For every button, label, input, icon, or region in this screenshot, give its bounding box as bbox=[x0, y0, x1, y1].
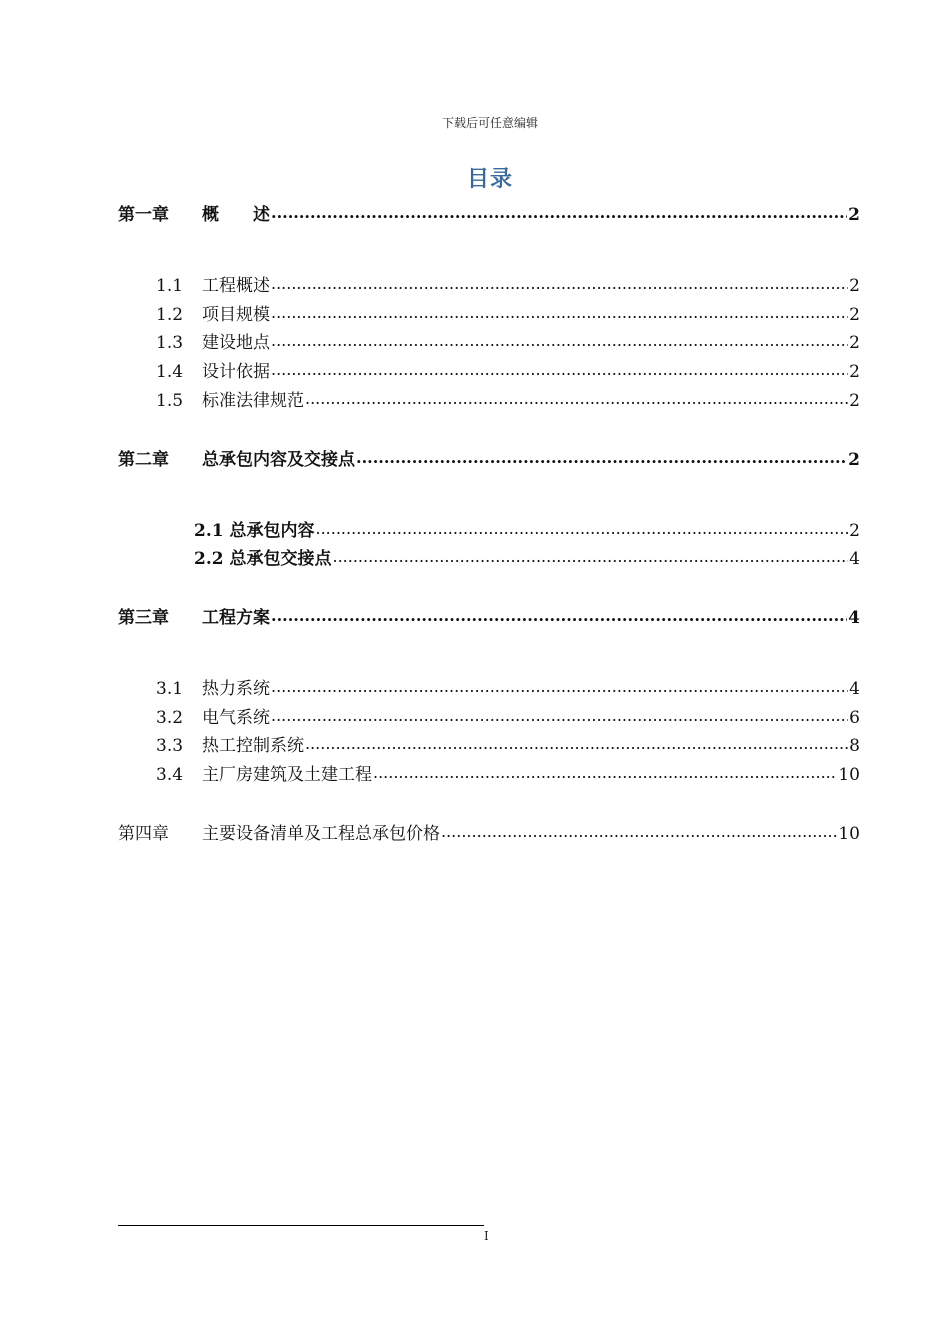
dot-leader bbox=[271, 274, 848, 294]
toc-section-title: 2.1 总承包内容 bbox=[194, 521, 315, 541]
toc-chapter-number: 第二章 bbox=[118, 450, 169, 470]
toc-chapter-title: 总承包内容及交接点 bbox=[202, 450, 355, 470]
toc-section-number: 1.2 bbox=[156, 305, 184, 325]
toc-section-title: 电气系统 bbox=[202, 708, 270, 728]
dot-leader bbox=[333, 547, 849, 567]
dot-leader bbox=[356, 448, 847, 468]
toc-section-title: 标准法律规范 bbox=[202, 391, 304, 411]
toc-page-number: 6 bbox=[849, 708, 860, 728]
toc-page-number: 10 bbox=[838, 824, 860, 844]
dot-leader bbox=[271, 606, 847, 626]
toc-section-title: 建设地点 bbox=[202, 333, 270, 353]
toc-section-title: 热工控制系统 bbox=[202, 736, 304, 756]
toc-section-1-1[interactable] bbox=[118, 271, 860, 295]
toc-section-number: 3.4 bbox=[156, 765, 184, 785]
toc-page-number: 2 bbox=[849, 305, 860, 325]
toc-section-2-1[interactable] bbox=[118, 516, 860, 540]
toc-page-number: 2 bbox=[849, 362, 860, 382]
toc-section-title: 2.2 总承包交接点 bbox=[194, 549, 332, 569]
toc-section-2-2[interactable] bbox=[118, 544, 860, 568]
toc-page-number: 2 bbox=[848, 450, 860, 470]
toc-section-number: 1.3 bbox=[156, 333, 184, 353]
toc-section-1-2[interactable] bbox=[118, 300, 860, 324]
toc-section-number: 3.3 bbox=[156, 736, 184, 756]
toc-section-title: 工程概述 bbox=[202, 276, 270, 296]
toc-page-number: 2 bbox=[849, 333, 860, 353]
toc-section-1-4[interactable] bbox=[118, 357, 860, 381]
toc-chapter-2[interactable] bbox=[118, 445, 860, 469]
toc-chapter-title: 概 述 bbox=[202, 205, 270, 225]
dot-leader bbox=[271, 706, 848, 726]
toc-page-number: 2 bbox=[848, 205, 860, 225]
toc-chapter-title: 主要设备清单及工程总承包价格 bbox=[202, 824, 440, 844]
header-note: 下载后可任意编辑 bbox=[441, 116, 538, 130]
toc-section-number: 1.1 bbox=[156, 276, 184, 296]
toc-title: 目录 bbox=[466, 166, 513, 192]
toc-section-3-3[interactable] bbox=[118, 731, 860, 755]
dot-leader bbox=[271, 677, 848, 697]
toc-page-number: 2 bbox=[849, 391, 860, 411]
toc-chapter-number: 第一章 bbox=[118, 205, 169, 225]
footer-page-number: I bbox=[484, 1229, 489, 1243]
dot-leader bbox=[316, 519, 849, 539]
toc-page-number: 4 bbox=[849, 679, 860, 699]
toc-section-number: 3.1 bbox=[156, 679, 184, 699]
dot-leader bbox=[305, 389, 848, 409]
toc-section-3-1[interactable] bbox=[118, 674, 860, 698]
toc-section-1-3[interactable] bbox=[118, 328, 860, 352]
toc-section-number: 3.2 bbox=[156, 708, 184, 728]
toc-chapter-4[interactable] bbox=[118, 819, 860, 843]
dot-leader bbox=[271, 360, 848, 380]
toc-section-3-2[interactable] bbox=[118, 703, 860, 727]
dot-leader bbox=[271, 303, 848, 323]
toc-section-title: 主厂房建筑及土建工程 bbox=[202, 765, 372, 785]
toc-section-number: 1.5 bbox=[156, 391, 184, 411]
toc-page-number: 2 bbox=[849, 521, 860, 541]
dot-leader bbox=[373, 763, 837, 783]
toc-section-1-5[interactable] bbox=[118, 386, 860, 410]
toc-section-3-4[interactable] bbox=[118, 760, 860, 784]
toc-chapter-title: 工程方案 bbox=[202, 608, 270, 628]
toc-page-number: 2 bbox=[849, 276, 860, 296]
toc-chapter-number: 第三章 bbox=[118, 608, 169, 628]
toc-section-title: 项目规模 bbox=[202, 305, 270, 325]
dot-leader bbox=[271, 203, 847, 223]
dot-leader bbox=[271, 331, 848, 351]
footer-divider bbox=[118, 1225, 484, 1226]
toc-page-number: 10 bbox=[838, 765, 860, 785]
toc-section-title: 设计依据 bbox=[202, 362, 270, 382]
toc-chapter-3[interactable] bbox=[118, 603, 860, 627]
toc-section-title: 热力系统 bbox=[202, 679, 270, 699]
toc-page-number: 8 bbox=[849, 736, 860, 756]
toc-page-number: 4 bbox=[848, 608, 860, 628]
toc-chapter-1[interactable] bbox=[118, 200, 860, 224]
dot-leader bbox=[305, 734, 848, 754]
dot-leader bbox=[441, 822, 837, 842]
toc-page-number: 4 bbox=[849, 549, 860, 569]
toc-section-number: 1.4 bbox=[156, 362, 184, 382]
toc-chapter-number: 第四章 bbox=[118, 824, 169, 844]
